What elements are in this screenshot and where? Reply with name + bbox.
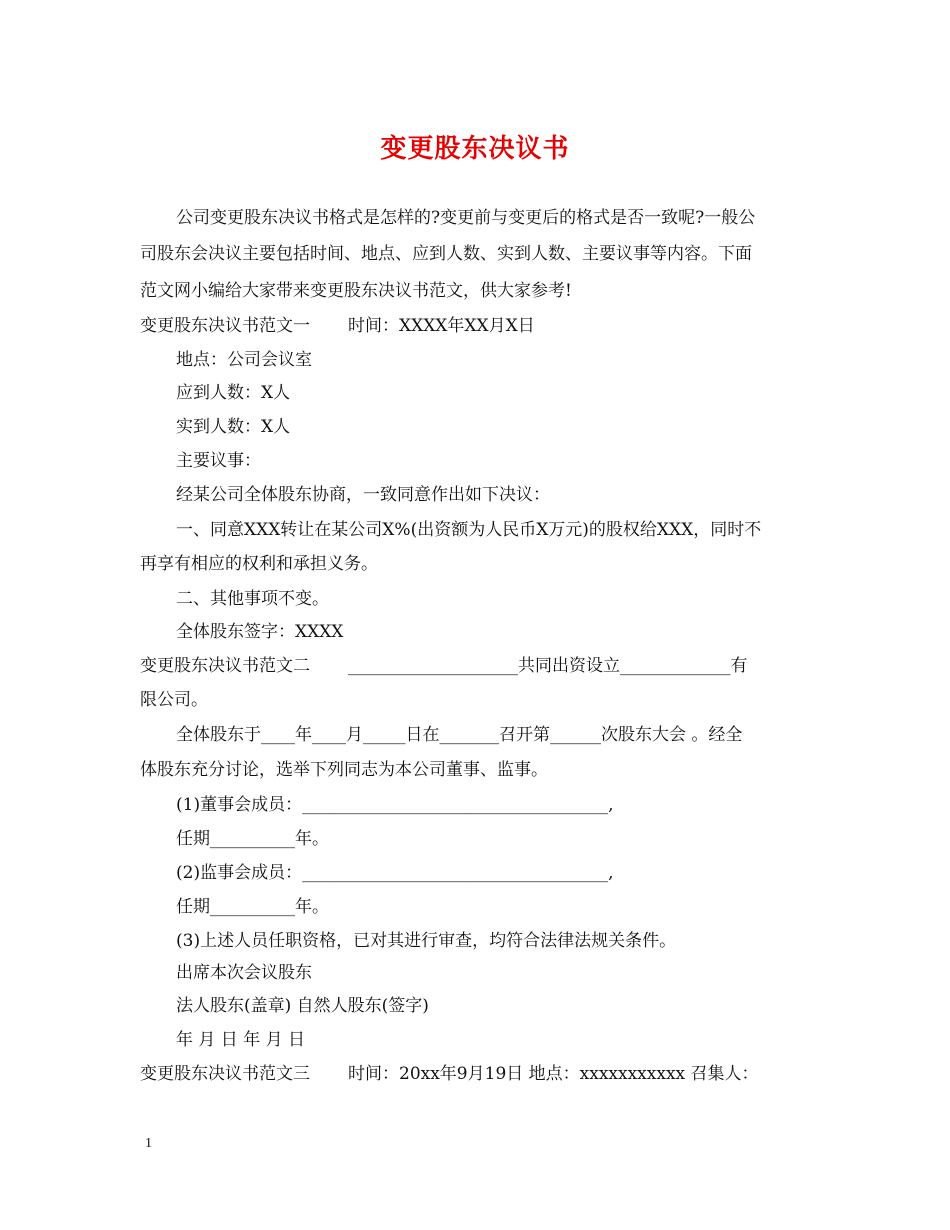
sample1-place: 地点：公司会议室 [176,350,312,370]
sample2-date: 年 月 日 年 月 日 [176,1030,306,1050]
intro-line-2: 司股东会决议主要包括时间、地点、应到人数、实到人数、主要议事等内容。下面 [140,244,752,264]
sample1-sign: 全体股东签字：XXXX [176,622,344,642]
sample3-details: 时间：20xx年9月19日 地点：xxxxxxxxxxx 召集人： [348,1064,759,1084]
sample1-expected: 应到人数：X人 [176,383,291,403]
sample1-item1-cont: 再享有相应的权利和承担义务。 [140,554,378,574]
sample2-supervisors-term: 任期__________年。 [176,897,329,917]
sample2-heading-row [140,656,748,676]
sample2-supervisors: (2)监事会成员：____________________________________, [176,863,614,883]
sample2-meeting-cont: 体股东充分讨论，选举下列同志为本公司董事、监事。 [140,760,548,780]
sample2-board: (1)董事会成员：____________________________________, [176,795,614,815]
sample3-heading: 变更股东决议书范文三 [140,1064,310,1084]
sample2-line1-cont: 限公司。 [140,690,208,710]
sample2-meeting: 全体股东于____年____月_____日在_______召开第______次股东大会 。经全 [176,725,743,745]
sample2-signatures: 法人股东(盖章) 自然人股东(签字) [176,996,429,1016]
sample1-item2: 二、其他事项不变。 [176,589,329,609]
sample1-time: 时间：XXXX年XX月X日 [348,316,535,336]
sample3-heading-row [140,1064,759,1084]
sample1-heading: 变更股东决议书范文一 [140,316,310,336]
sample1-consensus: 经某公司全体股东协商，一致同意作出如下决议： [176,485,550,505]
intro-line-3: 范文网小编给大家带来变更股东决议书范文，供大家参考! [140,281,572,301]
document-title: 变更股东决议书 [380,134,570,164]
sample1-item1: 一、同意XXX转让在某公司X%(出资额为人民币X万元)的股权给XXX，同时不 [176,520,762,540]
sample2-heading: 变更股东决议书范文二 [140,656,310,676]
sample2-board-term: 任期__________年。 [176,829,329,849]
sample1-matters: 主要议事： [176,451,261,471]
sample2-line1: ____________________共同出资设立_____________有 [348,656,748,676]
intro-line-1: 公司变更股东决议书格式是怎样的?变更前与变更后的格式是否一致呢?一般公 [176,208,756,228]
sample1-heading-row [140,316,535,336]
sample2-review: (3)上述人员任职资格，已对其进行审查，均符合法律法规关条件。 [176,931,677,951]
page-number: 1 [145,1136,152,1151]
sample2-attending: 出席本次会议股东 [176,963,312,983]
sample1-actual: 实到人数：X人 [176,417,291,437]
